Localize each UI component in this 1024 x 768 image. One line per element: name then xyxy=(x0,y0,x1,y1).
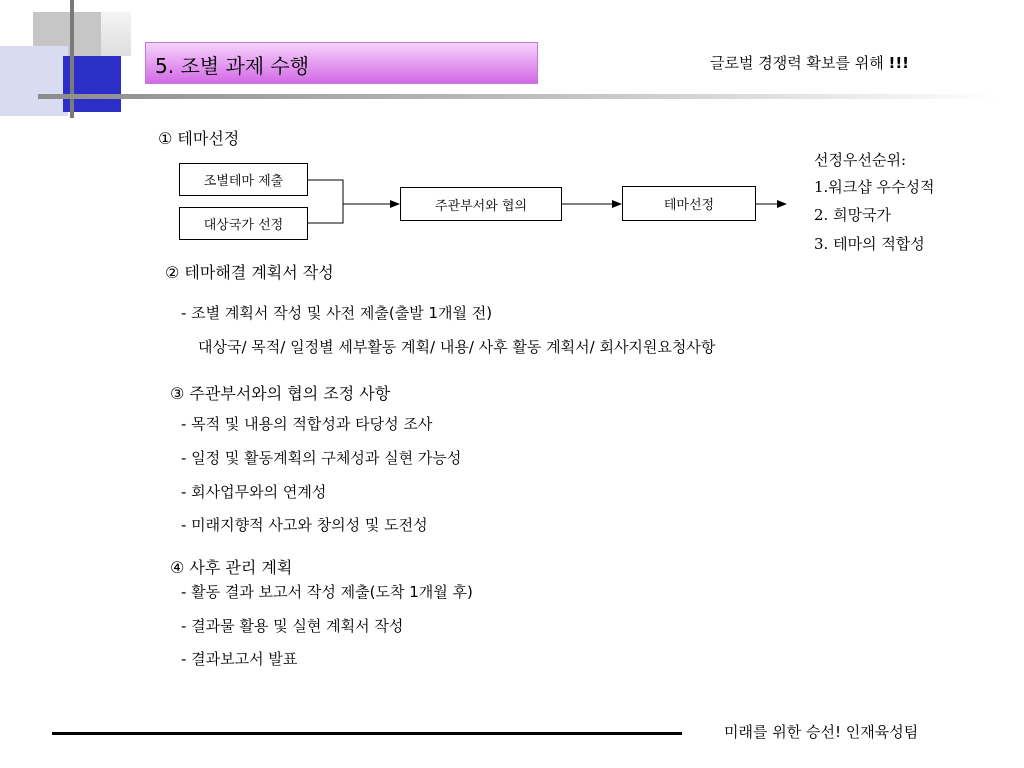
section4-heading: ④ 사후 관리 계획 xyxy=(170,558,293,577)
flow-box-team-theme: 조별테마 제출 xyxy=(179,163,308,196)
section3-heading: ③ 주관부서와의 협의 조정 사항 xyxy=(170,384,391,403)
page-title: 5. 조별 과제 수행 xyxy=(155,54,310,78)
section3-line: - 미래지향적 사고와 창의성 및 도전성 xyxy=(181,516,428,534)
priority-item: 3. 테마의 적합성 xyxy=(814,235,925,253)
section4-line: - 결과물 활용 및 실현 계획서 작성 xyxy=(181,617,404,635)
flow-box-consultation: 주관부서와 협의 xyxy=(400,187,562,221)
section2-line: - 조별 계획서 작성 및 사전 제출(출발 1개월 전) xyxy=(181,304,493,322)
section3-line: - 일정 및 활동계획의 구체성과 실현 가능성 xyxy=(181,449,462,467)
priority-heading: 선정우선순위: xyxy=(814,151,906,169)
section3-line: - 목적 및 내용의 적합성과 타당성 조사 xyxy=(181,415,433,433)
footer-rule xyxy=(52,732,682,735)
section2-heading: ② 테마해결 계획서 작성 xyxy=(165,263,334,282)
priority-item: 2. 희망국가 xyxy=(814,206,892,224)
section4-line: - 활동 결과 보고서 작성 제출(도착 1개월 후) xyxy=(181,583,473,601)
section1-heading: ① 테마선정 xyxy=(158,129,240,148)
flow-box-target-country: 대상국가 선정 xyxy=(179,207,308,240)
slogan-text: 글로벌 경쟁력 확보를 위해 xyxy=(710,54,884,72)
section2-line: 대상국/ 목적/ 일정별 세부활동 계획/ 내용/ 사후 활동 계획서/ 회사지원요청사항 xyxy=(198,338,716,356)
priority-item: 1.워크샵 우수성적 xyxy=(814,178,935,196)
section4-line: - 결과보고서 발표 xyxy=(181,650,298,668)
footer-text: 미래를 위한 승선! 인재육성팀 xyxy=(724,723,919,741)
flow-box-theme-selection: 테마선정 xyxy=(622,186,756,221)
section3-line: - 회사업무와의 연계성 xyxy=(181,483,327,501)
slogan-emphasis: !!! xyxy=(888,54,910,72)
